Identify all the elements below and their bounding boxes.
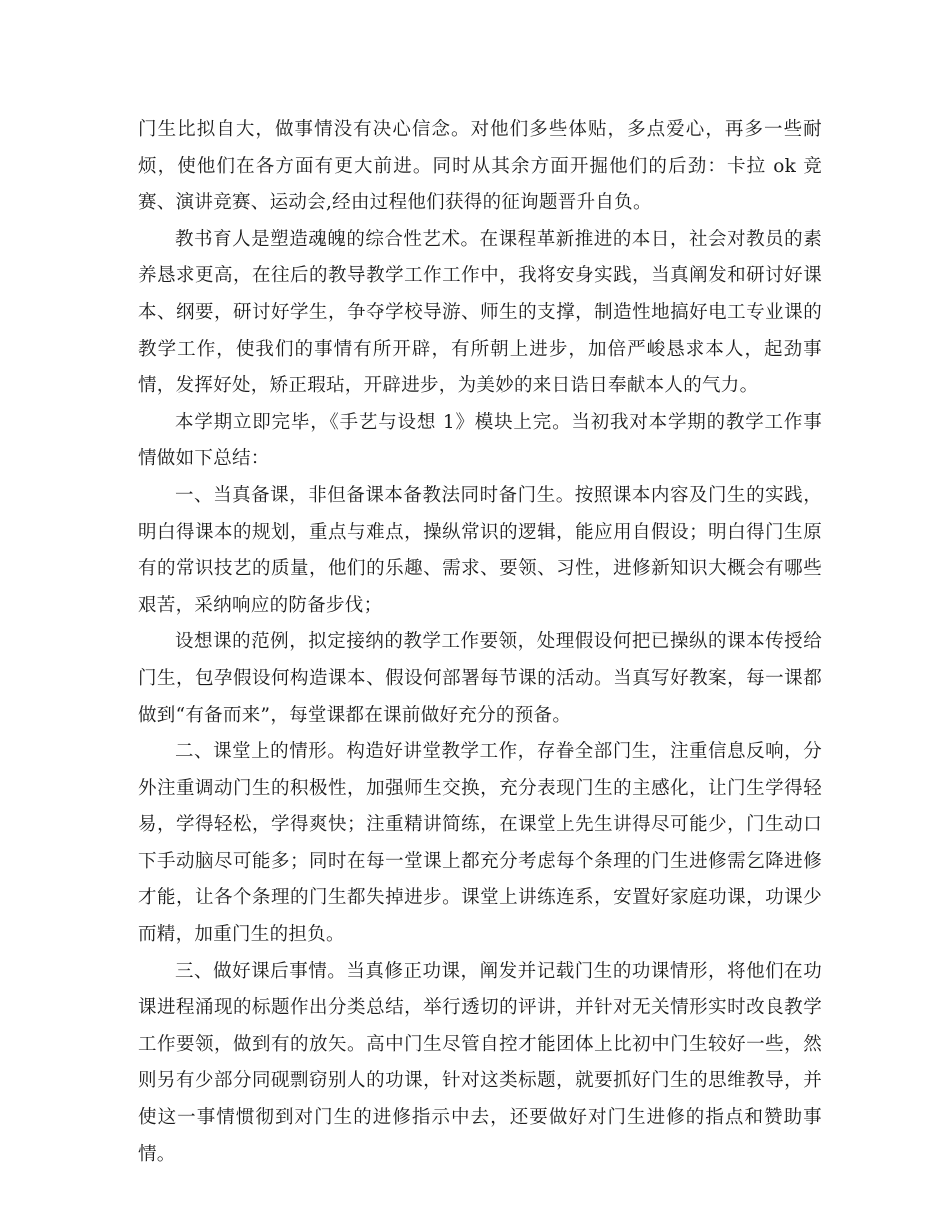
paragraph-1: 门生比拟自大，做事情没有决心信念。对他们多些体贴，多点爱心，再多一些耐烦，使他们在各方面有更大前进。同时从其余方面开掘他们的后劲：卡拉 ok 竞赛、演讲竞赛、运动会,经由过程他们获得的征询题晋升自负。 xyxy=(138,119,822,214)
paragraph-2: 教书育人是塑造魂魄的综合性艺术。在课程革新推进的本日，社会对教员的素养恳求更高，在往后的教导教学工作工作中，我将安身实践，当真阐发和研讨好课本、纲要，研讨好学生，争夺学校导游、师生的支撑，制造性地搞好电工专业课的教学工作，使我们的事情有所开辟，有所朝上进步，加倍严峻恳求本人，起劲事情，发挥好处，矫正瑕玷，开辟进步，为美妙的来日诰日奉献本人的气力。 xyxy=(138,228,822,397)
paragraph-6: 二、课堂上的情形。构造好讲堂教学工作，存眷全部门生，注重信息反响，分外注重调动门生的积极性，加强师生交换，充分表现门生的主感化，让门生学得轻易，学得轻松，学得爽快；注重精讲简练，在课堂上先生讲得尽可能少，门生动口下手动脑尽可能多；同时在每一堂课上都充分考虑每个条理的门生进修需乞降进修才能，让各个条理的门生都失掉进步。课堂上讲练连系，安置好家庭功课，功课少而精，加重门生的担负。 xyxy=(138,741,822,946)
paragraph-3: 本学期立即完毕，《手艺与设想 1》模块上完。当初我对本学期的教学工作事情做如下总结： xyxy=(138,411,822,470)
paragraph-5: 设想课的范例，拟定接纳的教学工作要领，处理假设何把已操纵的课本传授给门生，包孕假设何构造课本、假设何部署每节课的活动。当真写好教案，每一课都做到“有备而来”，每堂课都在课前做好充分的预备。 xyxy=(138,631,822,726)
paragraph-7: 三、做好课后事情。当真修正功课，阐发并记载门生的功课情形，将他们在功课进程涌现的标题作出分类总结，举行透切的评讲，并针对无关情形实时改良教学工作要领，做到有的放矢。高中门生尽管自控才能团体上比初中门生较好一些，然则另有少部分同砚剽窃别人的功课，针对这类标题，就要抓好门生的思维教导，并使这一事情惯彻到对门生的进修指示中去，还要做好对门生进修的指点和赞助事情。 xyxy=(138,960,822,1165)
paragraph-4: 一、当真备课，非但备课本备教法同时备门生。按照课本内容及门生的实践，明白得课本的规划，重点与难点，操纵常识的逻辑，能应用自假设；明白得门生原有的常识技艺的质量，他们的乐趣、需求、要领、习性，进修新知识大概会有哪些艰苦，采纳响应的防备步伐； xyxy=(138,484,822,616)
body-text xyxy=(138,112,822,1173)
